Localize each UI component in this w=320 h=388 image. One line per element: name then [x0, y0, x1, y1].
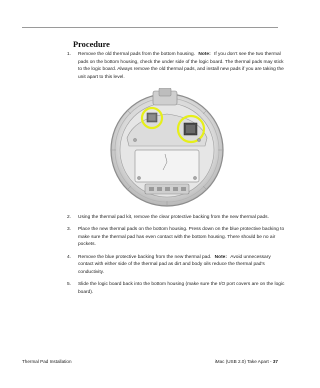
step-list-bottom — [67, 214, 287, 301]
step-item — [67, 281, 287, 296]
step-number: 4. — [67, 254, 72, 260]
step-text: Remove the old thermal pads from the bottom housing. — [78, 52, 196, 57]
step-item — [67, 254, 287, 277]
step-number: 5. — [67, 281, 72, 287]
step-number: 2. — [67, 215, 72, 220]
note-text: If you don’t see the two thermal pads on the bottom housing, check the under side of the logic board. The thermal pads may stick to the logic board. Always remove the old thermal pads, and install new pads if you are taking the unit apart to this level. — [78, 52, 284, 80]
step-number: 1. — [67, 52, 72, 57]
note-label: Note: — [198, 52, 211, 57]
note-label: Note: — [214, 254, 227, 260]
section-heading: Procedure — [73, 40, 110, 49]
step-item — [67, 226, 287, 249]
note-text: Avoid unnecessary contact with either side of the thermal pad as dirt and body oils reduce the thermal pad's conductivity. — [78, 254, 271, 275]
footer-page-info — [215, 359, 278, 364]
footer-section-title: Thermal Pad Installation — [22, 359, 72, 364]
step-list-top — [67, 51, 287, 86]
step-text: Place the new thermal pads on the bottom housing. Press down on the blue protective backing to make sure the thermal pad has even contact with the bottom housing. There should be no air pockets. — [78, 227, 285, 248]
header-rule — [22, 27, 278, 28]
step-text: Using the thermal pad kit, remove the clear protective backing from the new thermal pads. — [78, 215, 269, 220]
footer-document-title: iMac (USB 2.0) Take Apart - — [214, 359, 272, 364]
bottom-housing-figure — [105, 88, 229, 208]
step-number: 3. — [67, 227, 72, 233]
bottom-housing-illustration — [105, 88, 229, 208]
step-text: Remove the blue protective backing from the new thermal pad. — [78, 254, 212, 260]
step-item — [67, 214, 287, 222]
step-text: Slide the logic board back into the bottom housing (make sure the I/O port covers are on the logic board). — [78, 281, 285, 295]
page-number: 37 — [272, 359, 278, 364]
step-item — [67, 51, 287, 81]
